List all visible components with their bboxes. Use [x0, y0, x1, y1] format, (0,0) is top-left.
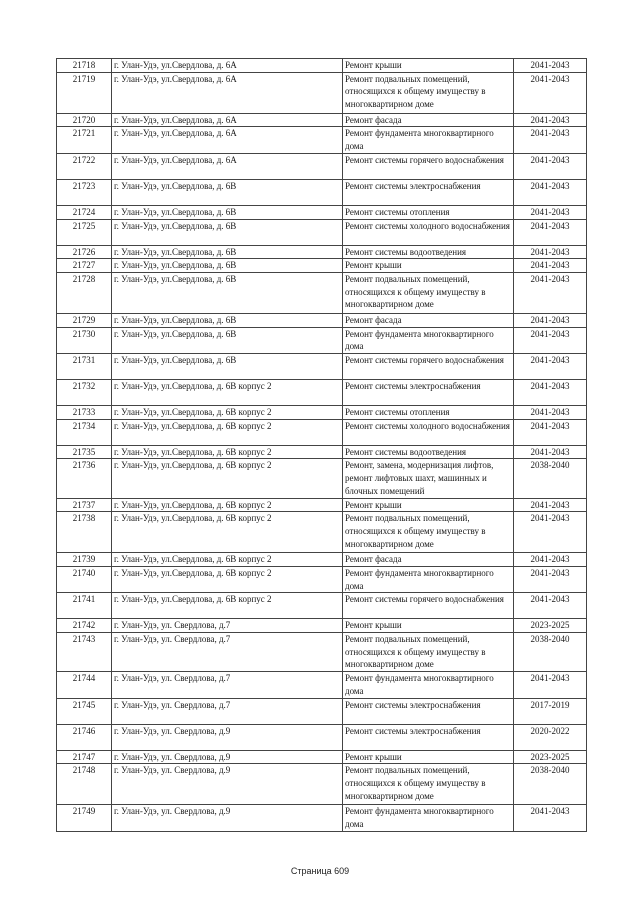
- work-type-cell: Ремонт подвальных помещений, относящихся к общему имуществу в многоквартирном доме: [343, 633, 514, 672]
- address-cell: г. Улан-Удэ, ул.Свердлова, д. 6В корпус 2: [112, 459, 343, 498]
- address-cell: г. Улан-Удэ, ул. Свердлова, д.9: [112, 724, 343, 750]
- work-type-cell: Ремонт системы холодного водоснабжения: [343, 419, 514, 445]
- work-type-cell: Ремонт фундамента многоквартирного дома: [343, 127, 514, 153]
- table-row: [57, 245, 587, 259]
- table-row: [57, 380, 587, 406]
- period-cell: 2023-2025: [514, 750, 587, 764]
- work-type-cell: Ремонт фундамента многоквартирного дома: [343, 805, 514, 831]
- table-row: [57, 750, 587, 764]
- row-number: 21727: [57, 259, 112, 273]
- repair-schedule-table: [56, 58, 587, 832]
- address-cell: г. Улан-Удэ, ул.Свердлова, д. 6А: [112, 127, 343, 153]
- row-number: 21720: [57, 113, 112, 127]
- work-type-cell: Ремонт крыши: [343, 498, 514, 512]
- table-row: [57, 219, 587, 245]
- period-cell: 2041-2043: [514, 419, 587, 445]
- work-type-cell: Ремонт системы электроснабжения: [343, 179, 514, 205]
- row-number: 21724: [57, 205, 112, 219]
- table-row: [57, 672, 587, 698]
- period-cell: 2041-2043: [514, 512, 587, 553]
- row-number: 21733: [57, 406, 112, 420]
- work-type-cell: Ремонт системы холодного водоснабжения: [343, 219, 514, 245]
- table-row: [57, 259, 587, 273]
- work-type-cell: Ремонт крыши: [343, 259, 514, 273]
- work-type-cell: Ремонт крыши: [343, 619, 514, 633]
- address-cell: г. Улан-Удэ, ул. Свердлова, д.7: [112, 672, 343, 698]
- row-number: 21742: [57, 619, 112, 633]
- row-number: 21719: [57, 72, 112, 113]
- row-number: 21745: [57, 698, 112, 724]
- period-cell: 2041-2043: [514, 805, 587, 831]
- period-cell: 2041-2043: [514, 672, 587, 698]
- page-number: Страница 609: [290, 866, 350, 876]
- row-number: 21741: [57, 593, 112, 619]
- work-type-cell: Ремонт фундамента многоквартирного дома: [343, 672, 514, 698]
- address-cell: г. Улан-Удэ, ул.Свердлова, д. 6В корпус 2: [112, 406, 343, 420]
- address-cell: г. Улан-Удэ, ул.Свердлова, д. 6В корпус 2: [112, 566, 343, 592]
- work-type-cell: Ремонт системы горячего водоснабжения: [343, 593, 514, 619]
- period-cell: 2041-2043: [514, 59, 587, 73]
- period-cell: 2041-2043: [514, 380, 587, 406]
- table-row: [57, 764, 587, 805]
- address-cell: г. Улан-Удэ, ул.Свердлова, д. 6В: [112, 327, 343, 353]
- work-type-cell: Ремонт системы горячего водоснабжения: [343, 354, 514, 380]
- period-cell: 2041-2043: [514, 354, 587, 380]
- table-row: [57, 153, 587, 179]
- period-cell: 2041-2043: [514, 313, 587, 327]
- address-cell: г. Улан-Удэ, ул.Свердлова, д. 6В: [112, 313, 343, 327]
- row-number: 21737: [57, 498, 112, 512]
- work-type-cell: Ремонт подвальных помещений, относящихся к общему имуществу в многоквартирном доме: [343, 512, 514, 553]
- period-cell: 2038-2040: [514, 633, 587, 672]
- period-cell: 2041-2043: [514, 245, 587, 259]
- period-cell: 2041-2043: [514, 406, 587, 420]
- table-row: [57, 805, 587, 831]
- period-cell: 2041-2043: [514, 113, 587, 127]
- address-cell: г. Улан-Удэ, ул.Свердлова, д. 6В корпус 2: [112, 419, 343, 445]
- row-number: 21739: [57, 553, 112, 567]
- address-cell: г. Улан-Удэ, ул.Свердлова, д. 6В: [112, 219, 343, 245]
- work-type-cell: Ремонт подвальных помещений, относящихся к общему имуществу в многоквартирном доме: [343, 72, 514, 113]
- work-type-cell: Ремонт подвальных помещений, относящихся к общему имуществу в многоквартирном доме: [343, 764, 514, 805]
- work-type-cell: Ремонт системы электроснабжения: [343, 724, 514, 750]
- table-row: [57, 205, 587, 219]
- work-type-cell: Ремонт системы электроснабжения: [343, 380, 514, 406]
- row-number: 21728: [57, 272, 112, 313]
- row-number: 21722: [57, 153, 112, 179]
- address-cell: г. Улан-Удэ, ул.Свердлова, д. 6В: [112, 245, 343, 259]
- period-cell: 2041-2043: [514, 259, 587, 273]
- address-cell: г. Улан-Удэ, ул.Свердлова, д. 6А: [112, 59, 343, 73]
- address-cell: г. Улан-Удэ, ул. Свердлова, д.9: [112, 750, 343, 764]
- work-type-cell: Ремонт фасада: [343, 313, 514, 327]
- row-number: 21743: [57, 633, 112, 672]
- period-cell: 2041-2043: [514, 498, 587, 512]
- table-row: [57, 724, 587, 750]
- address-cell: г. Улан-Удэ, ул.Свердлова, д. 6В корпус 2: [112, 445, 343, 459]
- table-row: [57, 445, 587, 459]
- row-number: 21744: [57, 672, 112, 698]
- address-cell: г. Улан-Удэ, ул.Свердлова, д. 6В: [112, 272, 343, 313]
- address-cell: г. Улан-Удэ, ул.Свердлова, д. 6В: [112, 179, 343, 205]
- table-row: [57, 619, 587, 633]
- address-cell: г. Улан-Удэ, ул.Свердлова, д. 6В корпус 2: [112, 380, 343, 406]
- table-row: [57, 566, 587, 592]
- work-type-cell: Ремонт системы электроснабжения: [343, 698, 514, 724]
- work-type-cell: Ремонт фундамента многоквартирного дома: [343, 327, 514, 353]
- table-row: [57, 72, 587, 113]
- row-number: 21749: [57, 805, 112, 831]
- row-number: 21747: [57, 750, 112, 764]
- period-cell: 2038-2040: [514, 459, 587, 498]
- address-cell: г. Улан-Удэ, ул.Свердлова, д. 6В: [112, 205, 343, 219]
- row-number: 21748: [57, 764, 112, 805]
- address-cell: г. Улан-Удэ, ул. Свердлова, д.7: [112, 698, 343, 724]
- address-cell: г. Улан-Удэ, ул.Свердлова, д. 6А: [112, 72, 343, 113]
- row-number: 21738: [57, 512, 112, 553]
- table-row: [57, 59, 587, 73]
- row-number: 21736: [57, 459, 112, 498]
- period-cell: 2041-2043: [514, 445, 587, 459]
- table-row: [57, 512, 587, 553]
- row-number: 21718: [57, 59, 112, 73]
- table-row: [57, 498, 587, 512]
- period-cell: 2041-2043: [514, 219, 587, 245]
- work-type-cell: Ремонт системы отопления: [343, 205, 514, 219]
- work-type-cell: Ремонт фасада: [343, 553, 514, 567]
- period-cell: 2041-2043: [514, 272, 587, 313]
- row-number: 21731: [57, 354, 112, 380]
- row-number: 21726: [57, 245, 112, 259]
- address-cell: г. Улан-Удэ, ул.Свердлова, д. 6А: [112, 153, 343, 179]
- work-type-cell: Ремонт, замена, модернизация лифтов, ремонт лифтовых шахт, машинных и блочных помещений: [343, 459, 514, 498]
- table-row: [57, 593, 587, 619]
- work-type-cell: Ремонт фасада: [343, 113, 514, 127]
- table-row: [57, 633, 587, 672]
- period-cell: 2020-2022: [514, 724, 587, 750]
- table-row: [57, 419, 587, 445]
- row-number: 21746: [57, 724, 112, 750]
- row-number: 21734: [57, 419, 112, 445]
- row-number: 21735: [57, 445, 112, 459]
- period-cell: 2041-2043: [514, 72, 587, 113]
- address-cell: г. Улан-Удэ, ул. Свердлова, д.9: [112, 764, 343, 805]
- period-cell: 2041-2043: [514, 153, 587, 179]
- period-cell: 2017-2019: [514, 698, 587, 724]
- table-body: [57, 59, 587, 832]
- work-type-cell: Ремонт системы водоотведения: [343, 245, 514, 259]
- period-cell: 2023-2025: [514, 619, 587, 633]
- table-row: [57, 459, 587, 498]
- address-cell: г. Улан-Удэ, ул.Свердлова, д. 6А: [112, 113, 343, 127]
- table-row: [57, 406, 587, 420]
- period-cell: 2041-2043: [514, 553, 587, 567]
- period-cell: 2041-2043: [514, 127, 587, 153]
- address-cell: г. Улан-Удэ, ул.Свердлова, д. 6В корпус 2: [112, 553, 343, 567]
- row-number: 21721: [57, 127, 112, 153]
- row-number: 21732: [57, 380, 112, 406]
- period-cell: 2041-2043: [514, 593, 587, 619]
- period-cell: 2041-2043: [514, 205, 587, 219]
- address-cell: г. Улан-Удэ, ул.Свердлова, д. 6В: [112, 354, 343, 380]
- address-cell: г. Улан-Удэ, ул. Свердлова, д.7: [112, 619, 343, 633]
- row-number: 21725: [57, 219, 112, 245]
- table-row: [57, 113, 587, 127]
- address-cell: г. Улан-Удэ, ул. Свердлова, д.7: [112, 633, 343, 672]
- row-number: 21730: [57, 327, 112, 353]
- address-cell: г. Улан-Удэ, ул. Свердлова, д.9: [112, 805, 343, 831]
- table-row: [57, 179, 587, 205]
- period-cell: 2041-2043: [514, 327, 587, 353]
- work-type-cell: Ремонт крыши: [343, 59, 514, 73]
- period-cell: 2041-2043: [514, 566, 587, 592]
- period-cell: 2041-2043: [514, 179, 587, 205]
- table-row: [57, 354, 587, 380]
- table-row: [57, 127, 587, 153]
- work-type-cell: Ремонт крыши: [343, 750, 514, 764]
- table-row: [57, 327, 587, 353]
- work-type-cell: Ремонт системы отопления: [343, 406, 514, 420]
- row-number: 21729: [57, 313, 112, 327]
- work-type-cell: Ремонт системы горячего водоснабжения: [343, 153, 514, 179]
- work-type-cell: Ремонт системы водоотведения: [343, 445, 514, 459]
- row-number: 21723: [57, 179, 112, 205]
- address-cell: г. Улан-Удэ, ул.Свердлова, д. 6В корпус 2: [112, 593, 343, 619]
- period-cell: 2038-2040: [514, 764, 587, 805]
- table-row: [57, 313, 587, 327]
- table-row: [57, 272, 587, 313]
- table-row: [57, 553, 587, 567]
- table-row: [57, 698, 587, 724]
- row-number: 21740: [57, 566, 112, 592]
- address-cell: г. Улан-Удэ, ул.Свердлова, д. 6В корпус 2: [112, 512, 343, 553]
- work-type-cell: Ремонт подвальных помещений, относящихся к общему имуществу в многоквартирном доме: [343, 272, 514, 313]
- address-cell: г. Улан-Удэ, ул.Свердлова, д. 6В корпус 2: [112, 498, 343, 512]
- address-cell: г. Улан-Удэ, ул.Свердлова, д. 6В: [112, 259, 343, 273]
- work-type-cell: Ремонт фундамента многоквартирного дома: [343, 566, 514, 592]
